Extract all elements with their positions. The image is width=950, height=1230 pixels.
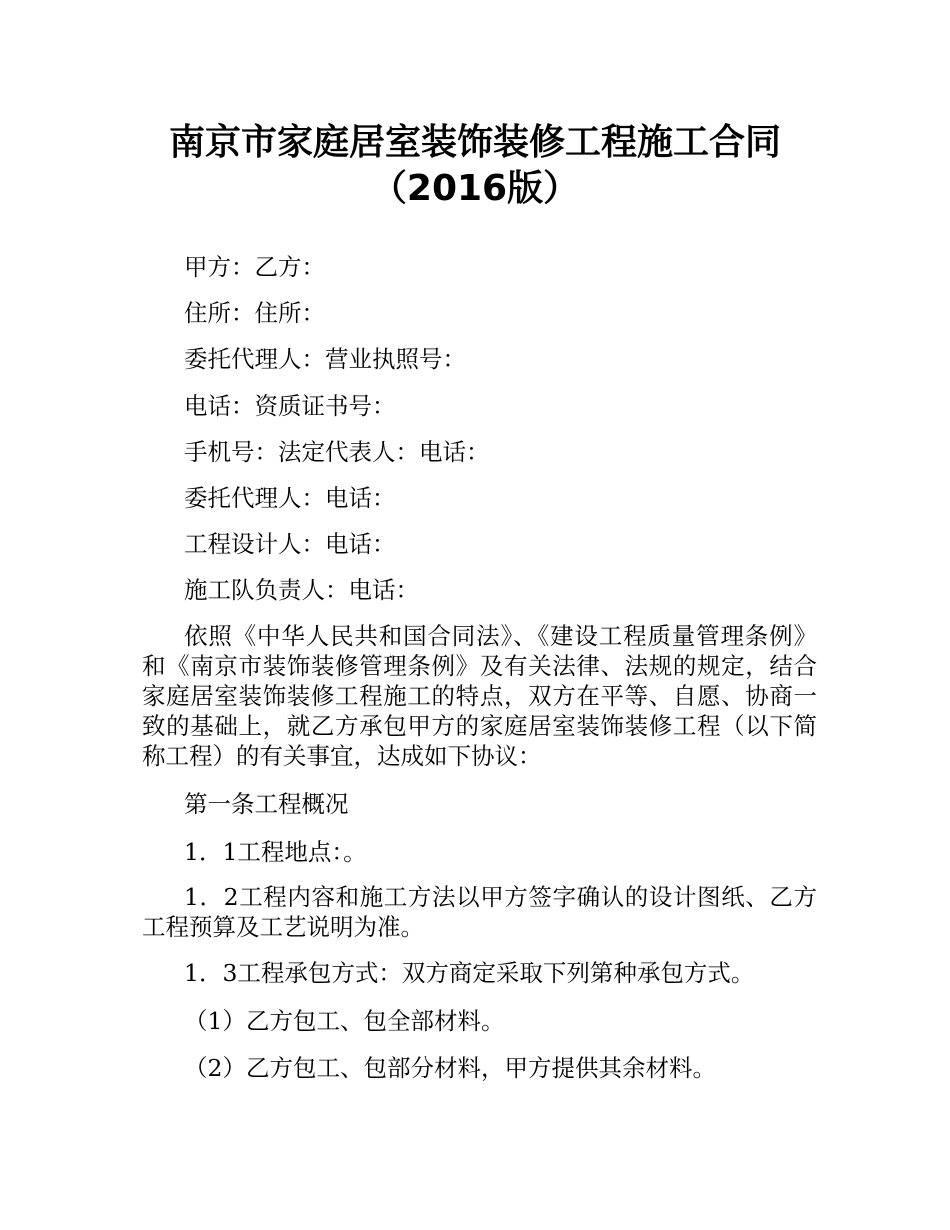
party-line-agent-license: 委托代理人：营业执照号： <box>184 345 466 373</box>
clause-1-3: 1．3工程承包方式：双方商定采取下列第种承包方式。 <box>184 959 755 987</box>
party-line-address: 住所：住所： <box>184 299 325 327</box>
party-line-name: 甲方：乙方： <box>184 253 325 281</box>
clause-1-2: 1．2工程内容和施工方法以甲方签字确认的设计图纸、乙方工程预算及工艺说明为准。 <box>142 883 817 941</box>
party-line-designer: 工程设计人：电话： <box>184 530 396 558</box>
clause-1-1: 1．1工程地点：。 <box>184 838 367 866</box>
preamble-paragraph: 依照《中华人民共和国合同法》、《建设工程质量管理条例》和《南京市装饰装修管理条例》及有关法律、法规的规定，结合家庭居室装饰装修工程施工的特点，双方在平等、自愿、协商一致的基础上，就乙方承包甲方的家庭居室装饰装修工程（以下简称工程）的有关事宜，达成如下协议： <box>142 622 817 770</box>
contract-title: 南京市家庭居室装饰装修工程施工合同 <box>168 122 781 163</box>
contract-edition: （2016版） <box>370 168 580 209</box>
contract-option-2: （2）乙方包工、包部分材料，甲方提供其余材料。 <box>184 1054 716 1082</box>
party-line-team-leader: 施工队负责人：电话： <box>184 576 419 604</box>
contract-option-1: （1）乙方包工、包全部材料。 <box>184 1007 505 1035</box>
party-line-agent-phone: 委托代理人：电话： <box>184 484 396 512</box>
article-1-heading: 第一条工程概况 <box>184 790 349 818</box>
party-line-phone-certificate: 电话：资质证书号： <box>184 392 396 420</box>
party-line-mobile-legal-rep: 手机号：法定代表人：电话： <box>184 438 490 466</box>
